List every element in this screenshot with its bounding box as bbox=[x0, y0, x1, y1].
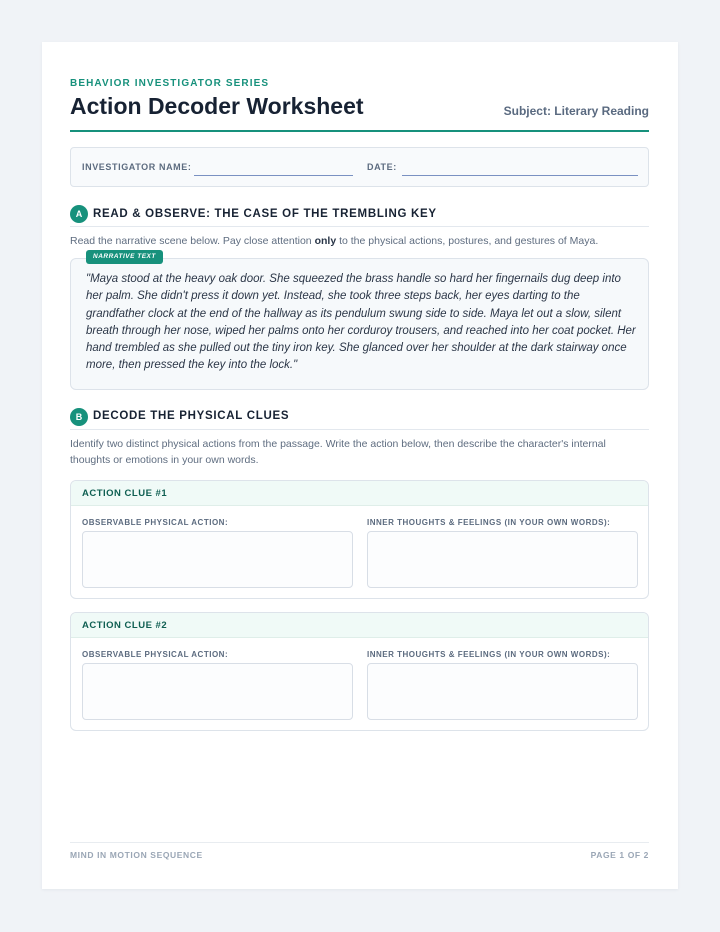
date-field[interactable] bbox=[402, 175, 638, 176]
action-clue-card bbox=[70, 480, 649, 599]
physical-action-label: OBSERVABLE PHYSICAL ACTION: bbox=[82, 650, 229, 659]
subject-label: Subject: Literary Reading bbox=[503, 104, 649, 118]
instruction-text-start: Read the narrative scene below. Pay close attention bbox=[70, 235, 315, 247]
date-label: DATE: bbox=[367, 162, 397, 172]
instruction-emphasis: only bbox=[314, 235, 337, 247]
investigator-name-field[interactable] bbox=[194, 175, 353, 176]
narrative-box bbox=[70, 253, 649, 390]
series-label: BEHAVIOR INVESTIGATOR SERIES bbox=[70, 78, 270, 89]
physical-action-answer[interactable] bbox=[82, 531, 353, 588]
footer-divider bbox=[70, 842, 649, 843]
investigator-info-box bbox=[70, 147, 649, 187]
action-clue-card bbox=[70, 612, 649, 731]
section-b-badge: B bbox=[70, 408, 88, 426]
physical-action-answer[interactable] bbox=[82, 663, 353, 720]
footer-series: MIND IN MOTION SEQUENCE bbox=[70, 850, 203, 860]
instruction-text-end: to the physical actions, postures, and gestures of Maya. bbox=[336, 235, 599, 247]
action-clue-title: ACTION CLUE #1 bbox=[82, 488, 168, 499]
action-clue-header bbox=[71, 613, 648, 638]
action-clue-title: ACTION CLUE #2 bbox=[82, 620, 168, 631]
inner-feelings-label: INNER THOUGHTS & FEELINGS (IN YOUR OWN WORDS): bbox=[367, 518, 611, 527]
section-b-divider bbox=[70, 429, 649, 430]
narrative-tag: NARRATIVE TEXT bbox=[86, 250, 163, 264]
title-divider bbox=[70, 130, 649, 132]
action-clue-header bbox=[71, 481, 648, 506]
section-a-title: READ & OBSERVE: THE CASE OF THE TREMBLING KEY bbox=[93, 208, 437, 220]
section-a-badge: A bbox=[70, 205, 88, 223]
inner-feelings-answer[interactable] bbox=[367, 663, 638, 720]
investigator-name-label: INVESTIGATOR NAME: bbox=[82, 162, 192, 172]
physical-action-label: OBSERVABLE PHYSICAL ACTION: bbox=[82, 518, 229, 527]
section-b-title: DECODE THE PHYSICAL CLUES bbox=[93, 410, 290, 422]
section-b-instruction: Identify two distinct physical actions from the passage. Write the action below, then describe the character's internal thoughts or emotions in your own words. bbox=[70, 438, 606, 466]
narrative-text: "Maya stood at the heavy oak door. She squeezed the brass handle so hard her fingernails dug deep into her palm. She didn't press it down yet. Instead, she took three steps back, her eyes darting to the grandfather clock at the end of the hallway as its pendulum swung side to side. Maya let out a slow, silent breath through her nose, wiped her palms onto her corduroy trousers, and reached into her coat pocket. Her hand trembled as she pulled out the tiny iron key. She glanced over her shoulder at the dark stairway once more, then pressed the key into the lock." bbox=[86, 273, 636, 372]
section-a-instruction bbox=[70, 233, 649, 249]
section-a-divider bbox=[70, 226, 649, 227]
page-title: Action Decoder Worksheet bbox=[70, 93, 364, 119]
inner-feelings-answer[interactable] bbox=[367, 531, 638, 588]
worksheet-page bbox=[42, 42, 678, 889]
inner-feelings-label: INNER THOUGHTS & FEELINGS (IN YOUR OWN WORDS): bbox=[367, 650, 611, 659]
page-number: PAGE 1 OF 2 bbox=[590, 850, 649, 860]
